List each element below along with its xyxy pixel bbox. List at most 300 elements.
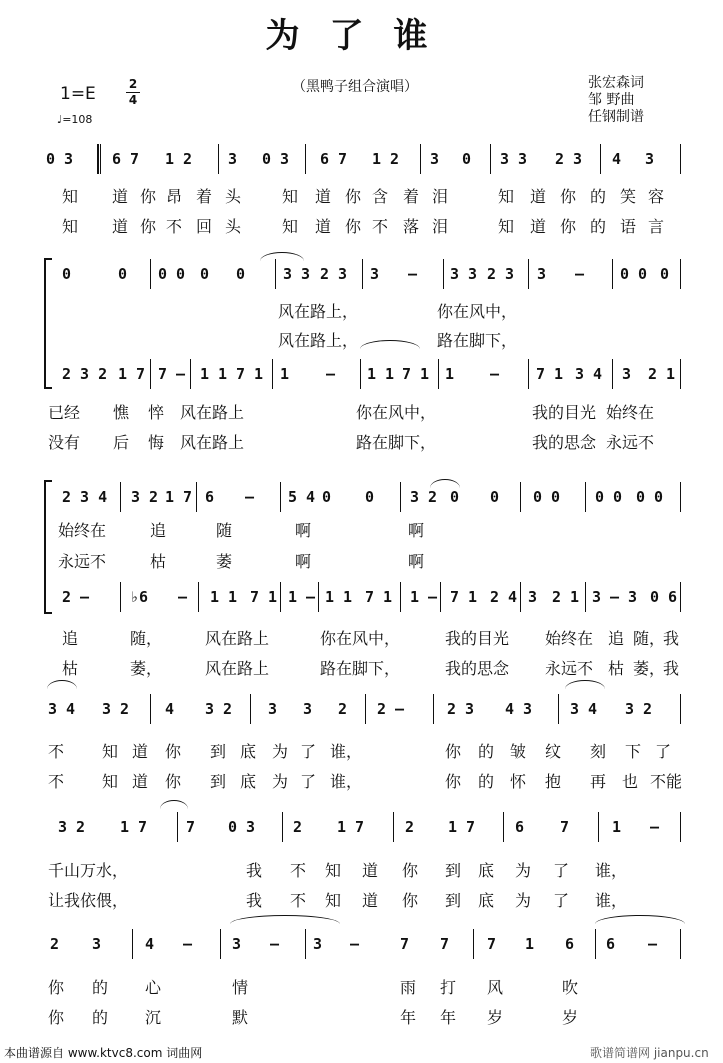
note-group: 0 [200,265,210,283]
lyric-syllable: 风在路上 [205,659,270,678]
bar-line [280,482,281,512]
lyric-syllable: 的 [478,742,495,761]
bar-line [520,582,521,612]
note-group: 2 3 4 [62,488,108,506]
lyric-syllable: 永远不 [58,552,107,571]
note-group: 2 – [377,700,405,718]
lyric-syllable: 打 [440,978,457,997]
bar-line [680,694,681,724]
bar-line [680,582,681,612]
lyric-syllable: 知 [62,217,79,236]
lyric-syllable: 永远不 [606,433,655,452]
lyric-syllable: 的 [590,217,607,236]
slur-mark [595,915,685,924]
note-group: 0 0 [620,265,648,283]
lyric-syllable: 了 [655,742,672,761]
lyric-syllable: 下 [625,742,642,761]
note-group: 7 [487,935,497,953]
lyric-syllable: 没有 [48,433,81,452]
note-group: 7 1 [402,365,430,383]
bar-line [280,582,281,612]
note-group: 7 1 [450,588,478,606]
bar-line [600,144,601,174]
lyric-syllable: 随 [216,521,233,540]
note-group: 3 2 [58,818,86,836]
bar-line [218,144,219,174]
lyric-syllable: 底 [240,742,257,761]
repeat-start-bar [97,144,99,174]
lyric-syllable: 路在脚下， [320,659,401,678]
lyric-syllable: 憔 [113,403,130,422]
bar-line [250,694,251,724]
lyric-syllable: 为 [272,772,289,791]
lyric-syllable: 啊 [295,552,312,571]
note-group: 1 [280,365,290,383]
lyric-syllable: 了 [300,742,317,761]
bar-line [365,694,366,724]
note-group: 3 2 [410,488,438,506]
note-group: 6 [606,935,616,953]
lyric-syllable: 路在脚下， [356,433,437,452]
note-group: 1 1 [325,588,353,606]
lyric-syllable: 不 [290,861,307,880]
lyric-line-5-2 [0,656,723,680]
lyric-syllable: 知 [325,891,342,910]
note-group: 1 7 [118,365,146,383]
note-group: 3 [622,365,632,383]
lyric-syllable: 知 [62,187,79,206]
lyric-syllable: 我 [663,659,680,678]
lyric-syllable: 道 [132,742,149,761]
note-group: 0 6 [650,588,678,606]
note-group: 1 1 [367,365,395,383]
arranger-credit: 任钢制谱 [588,109,644,125]
lyric-syllable: 始终在 [545,629,594,648]
lyric-syllable: 皱 [510,742,527,761]
lyric-syllable: 风在路上 [205,629,270,648]
notation-row-1 [0,150,723,180]
note-group: 0 3 [228,818,256,836]
page-title: 为了谁 [265,16,458,56]
note-group: 3 [430,150,440,168]
lyric-syllable: 底 [240,772,257,791]
note-group: 7 [186,818,196,836]
lyric-syllable: 为 [515,891,532,910]
lyric-syllable: 道 [132,772,149,791]
lyric-syllable: 萎， [633,659,666,678]
bar-line [443,259,444,289]
bar-line [595,929,596,959]
note-group: 1 2 [165,150,193,168]
lyric-syllable: 雨 [400,978,417,997]
slur-mark [230,915,340,924]
time-signature [126,78,140,107]
bar-line [132,929,133,959]
lyric-syllable: 萎 [216,552,233,571]
bar-line [318,582,319,612]
bar-line [558,694,559,724]
lyric-syllable: 追 [608,629,625,648]
note-group: 7 1 [236,365,264,383]
note-group: 1 7 [165,488,193,506]
lyric-syllable: 道 [530,187,547,206]
bar-line [585,482,586,512]
lyric-line-5-1 [0,626,723,650]
lyric-syllable: 你 [48,1008,65,1027]
lyric-syllable: 年 [400,1008,417,1027]
note-group: – [326,365,336,383]
lyric-syllable: 你 [165,742,182,761]
lyric-syllable: 默 [232,1008,249,1027]
note-group: 2 3 [555,150,583,168]
note-group: 2 4 [490,588,518,606]
lyric-syllable: 昂 [166,187,183,206]
bar-line [150,694,151,724]
lyric-syllable: 道 [362,861,379,880]
lyric-syllable: 让我依偎， [48,891,129,910]
note-group: 1 1 [200,365,228,383]
lyric-syllable: 枯 [62,659,79,678]
lyric-syllable: 落 [403,217,420,236]
lyric-syllable: 不 [290,891,307,910]
lyric-syllable: 你 [402,861,419,880]
lyric-syllable: 头 [225,217,242,236]
lyric-syllable: 知 [325,861,342,880]
lyric-syllable: 含 [372,187,389,206]
lyric-syllable: 随， [130,629,163,648]
note-group: 0 [322,488,332,506]
note-group: – [408,265,418,283]
lyric-syllable: 始终在 [58,521,107,540]
lyric-syllable: 风 [487,978,504,997]
note-group: ♭6 [130,588,149,606]
lyric-syllable: 不 [48,772,65,791]
note-group: 6 7 [112,150,140,168]
lyric-syllable: 萎， [130,659,163,678]
lyric-syllable: 路在脚下， [437,331,518,350]
lyric-syllable: 你 [560,217,577,236]
lyric-syllable: 啊 [408,521,425,540]
lyric-syllable: 沉 [145,1008,162,1027]
lyric-syllable: 你 [445,772,462,791]
note-group: 0 0 [636,488,664,506]
lyric-line-4-1 [0,518,723,542]
bar-line [680,259,681,289]
bar-line [680,144,681,174]
note-group: 0 3 [262,150,290,168]
bar-line [150,259,151,289]
lyric-line-6-1 [0,739,723,763]
lyric-syllable: 你在风中， [437,302,518,321]
note-group: 7 [560,818,570,836]
note-group: 5 4 [288,488,316,506]
note-group: 3 3 [500,150,528,168]
system-brace [44,480,52,614]
lyric-syllable: 言 [648,217,665,236]
lyric-syllable: 谁， [330,742,363,761]
note-group: 3 [313,935,323,953]
notation-row-2 [0,265,723,295]
bar-line [612,259,613,289]
note-group: 1 – [288,588,316,606]
lyric-syllable: 道 [315,187,332,206]
bar-line [120,582,121,612]
lyric-syllable: 道 [112,217,129,236]
note-group: 6 [205,488,215,506]
note-group: – [183,935,193,953]
note-group: – [650,818,660,836]
lyric-syllable: 悴 [148,403,165,422]
note-group: 3 4 [570,700,598,718]
bar-line [473,929,474,959]
bar-line [520,482,521,512]
note-group: 7 [440,935,450,953]
lyric-syllable: 了 [553,891,570,910]
lyric-syllable: 道 [112,187,129,206]
note-group: 0 [118,265,128,283]
lyric-line-3-1 [0,400,723,424]
note-group: 2 [405,818,415,836]
lyric-syllable: 再 [590,772,607,791]
bar-line [150,359,151,389]
lyric-syllable: 泪 [432,217,449,236]
note-group: 4 [165,700,175,718]
note-group: 3 [303,700,313,718]
note-group: 2 3 [320,265,348,283]
lyric-syllable: 你 [560,187,577,206]
composer-credit: 邹 野曲 [588,92,635,108]
note-group: 2 3 [447,700,475,718]
note-group: 3 [370,265,380,283]
lyric-syllable: 不 [48,742,65,761]
bar-line [680,929,681,959]
note-group: 3 [228,150,238,168]
note-group: 1 7 [448,818,476,836]
note-group: 3 [92,935,102,953]
bar-line [400,482,401,512]
bar-line [528,259,529,289]
lyric-syllable: 笑 [620,187,637,206]
note-group: 4 [612,150,622,168]
note-group: 6 [515,818,525,836]
lyric-syllable: 我的思念 [445,659,510,678]
lyric-syllable: 为 [272,742,289,761]
lyric-syllable: 我的目光 [445,629,510,648]
lyric-syllable: 底 [478,861,495,880]
lyric-syllable: 着 [196,187,213,206]
note-group: – [178,588,188,606]
slur-mark [565,680,605,689]
note-group: 3 – [592,588,620,606]
note-group: – [245,488,255,506]
lyric-syllable: 千山万水， [48,861,129,880]
lyric-syllable: 道 [530,217,547,236]
lyric-syllable: 了 [300,772,317,791]
lyric-syllable: 道 [315,217,332,236]
note-group: 1 2 [372,150,400,168]
note-group: 7 [400,935,410,953]
lyric-syllable: 泪 [432,187,449,206]
notation-row-7 [0,818,723,848]
note-group: 0 [490,488,500,506]
lyric-syllable: 追 [150,521,167,540]
note-group: 3 [537,265,547,283]
bar-line [585,582,586,612]
note-group: 3 2 [205,700,233,718]
lyric-syllable: 随， [633,629,666,648]
note-group: 1 – [410,588,438,606]
lyric-syllable: 我 [663,629,680,648]
note-group: 0 [660,265,670,283]
bar-line [100,144,101,174]
lyric-syllable: 纹 [545,742,562,761]
lyric-syllable: 不 [372,217,389,236]
note-group: 2 1 [552,588,580,606]
bar-line [393,812,394,842]
note-group: 3 2 [625,700,653,718]
lyric-syllable: 后 [113,433,130,452]
bar-line [198,582,199,612]
note-group: 1 [525,935,535,953]
note-group: 6 [565,935,575,953]
note-group: 2 [50,935,60,953]
note-group: 0 0 [158,265,186,283]
lyric-syllable: 抱 [545,772,562,791]
lyric-syllable: 始终在 [606,403,655,422]
note-group: 0 0 [533,488,561,506]
lyric-syllable: 你 [345,187,362,206]
bar-line [190,359,191,389]
lyric-syllable: 你 [445,742,462,761]
notation-row-5 [0,588,723,618]
notation-row-8 [0,935,723,965]
notation-row-3 [0,365,723,395]
lyric-syllable: 谁， [595,861,628,880]
note-group: 7 1 [365,588,393,606]
lyric-syllable: 不 [166,217,183,236]
bar-line [528,359,529,389]
note-group: 4 3 [505,700,533,718]
bar-line [490,144,491,174]
lyric-line-3-2 [0,430,723,454]
lyric-syllable: 了 [553,861,570,880]
note-group: 2 [338,700,348,718]
lyric-syllable: 啊 [295,521,312,540]
note-group: 0 3 [46,150,74,168]
note-group: 2 [293,818,303,836]
note-group: 3 [628,588,638,606]
lyric-line-8-2 [0,1005,723,1029]
note-group: 2 – [62,588,90,606]
lyric-syllable: 头 [225,187,242,206]
lyric-syllable: 的 [92,978,109,997]
lyric-syllable: 你在风中， [356,403,437,422]
note-group: 2 1 [648,365,676,383]
lyric-line-6-2 [0,769,723,793]
note-group: 3 [645,150,655,168]
lyric-line-1-2 [0,214,723,238]
lyric-syllable: 谁， [330,772,363,791]
lyric-syllable: 底 [478,891,495,910]
notation-row-4 [0,488,723,518]
lyric-syllable: 吹 [562,978,579,997]
lyric-syllable: 风在路上 [180,403,245,422]
bar-line [177,812,178,842]
note-group: 3 [232,935,242,953]
lyric-syllable: 知 [282,187,299,206]
note-group: 1 [445,365,455,383]
lyric-syllable: 的 [590,187,607,206]
lyric-syllable: 啊 [408,552,425,571]
bar-line [680,359,681,389]
tempo-mark: ♩=108 [57,113,93,126]
bar-line [196,482,197,512]
note-group: 1 [612,818,622,836]
note-group: 3 3 [283,265,311,283]
lyric-syllable: 风在路上 [180,433,245,452]
note-group: – [270,935,280,953]
note-group: 7 1 [536,365,564,383]
lyric-syllable: 风在路上， [278,331,359,350]
note-group: 2 3 [487,265,515,283]
lyric-syllable: 容 [648,187,665,206]
lyric-syllable: 风在路上， [278,302,359,321]
bar-line [438,359,439,389]
bar-line [360,359,361,389]
bar-line [220,929,221,959]
bar-line [362,259,363,289]
lyric-syllable: 知 [102,772,119,791]
lyric-syllable: 知 [498,187,515,206]
lyric-syllable: 情 [232,978,249,997]
bar-line [503,812,504,842]
bar-line [282,812,283,842]
bar-line [612,359,613,389]
note-group: 6 7 [320,150,348,168]
system-brace [44,258,52,389]
notation-row-6 [0,700,723,730]
lyric-syllable: 到 [445,861,462,880]
bar-line [680,482,681,512]
meter-bottom: 4 [128,93,138,107]
lyricist-credit: 张宏森词 [588,75,644,91]
note-group: – [575,265,585,283]
slur-mark [260,252,304,261]
lyric-syllable: 心 [145,978,162,997]
note-group: 1 7 [120,818,148,836]
lyric-line-1-1 [0,184,723,208]
note-group: 3 2 [102,700,130,718]
lyric-syllable: 为 [515,861,532,880]
lyric-syllable: 着 [403,187,420,206]
lyric-syllable: 怀 [510,772,527,791]
lyric-syllable: 枯 [608,659,625,678]
note-group: 0 [236,265,246,283]
lyric-syllable: 你 [140,217,157,236]
lyric-syllable: 追 [62,629,79,648]
note-group: 0 [62,265,72,283]
lyric-syllable: 你 [140,187,157,206]
bar-line [440,582,441,612]
note-group: – [350,935,360,953]
note-group: – [490,365,500,383]
slur-mark [430,479,460,488]
lyric-syllable: 到 [210,742,227,761]
lyric-syllable: 岁 [562,1008,579,1027]
note-group: 0 0 [595,488,623,506]
lyric-syllable: 岁 [487,1008,504,1027]
lyric-syllable: 你 [48,978,65,997]
